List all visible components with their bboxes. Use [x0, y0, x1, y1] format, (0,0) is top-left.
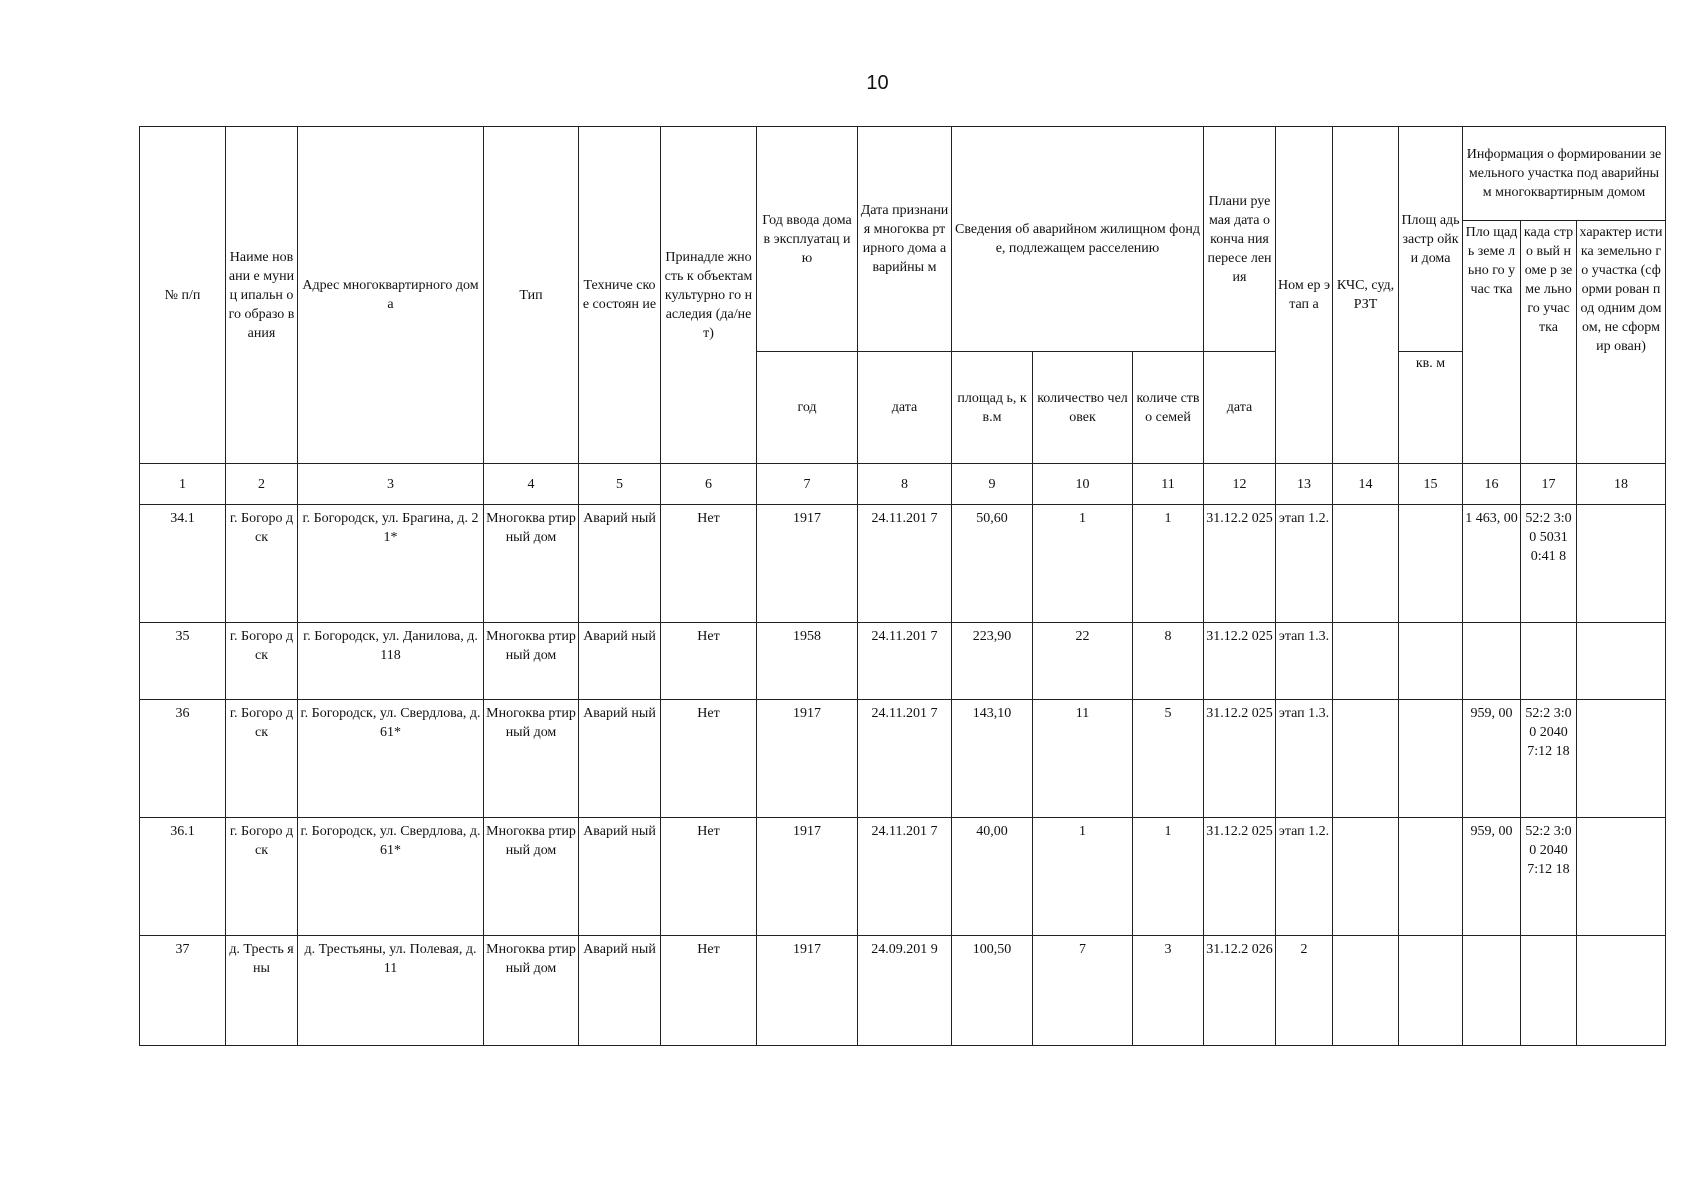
cell-stage: этап 1.2. [1276, 505, 1333, 623]
column-number: 16 [1463, 464, 1521, 505]
cell-land-characteristic [1577, 818, 1666, 936]
cell-cadastral-number [1521, 623, 1577, 700]
header-kchs: КЧС, суд, РЗТ [1333, 127, 1399, 464]
header-people-count: количество человек [1033, 352, 1133, 464]
cell-year: 1917 [757, 936, 858, 1046]
column-number: 15 [1399, 464, 1463, 505]
cell-building-area [1399, 818, 1463, 936]
cell-area: 223,90 [952, 623, 1033, 700]
cell-address: г. Богородск, ул. Свердлова, д. 61* [298, 700, 484, 818]
column-number: 4 [484, 464, 579, 505]
column-number: 12 [1204, 464, 1276, 505]
header-building-area: Площ адь застр ойки дома [1399, 127, 1463, 352]
cell-planned-end-date: 31.12.2 025 [1204, 623, 1276, 700]
cell-recognition-date: 24.11.201 7 [858, 818, 952, 936]
cell-land-area [1463, 623, 1521, 700]
column-number: 13 [1276, 464, 1333, 505]
header-group-emergency-fund: Сведения об аварийном жилищном фонде, подлежащем расселению [952, 127, 1204, 352]
cell-building-area [1399, 936, 1463, 1046]
header-recognition-date: Дата признани я многоква ртирного дома аварийны м [858, 127, 952, 352]
cell-address: д. Трестьяны, ул. Полевая, д. 11 [298, 936, 484, 1046]
column-number: 18 [1577, 464, 1666, 505]
cell-people-count: 22 [1033, 623, 1133, 700]
cell-land-area: 959, 00 [1463, 818, 1521, 936]
cell-heritage: Нет [661, 818, 757, 936]
cell-kchs [1333, 818, 1399, 936]
cell-kchs [1333, 700, 1399, 818]
cell-municipality: г. Богоро дск [226, 818, 298, 936]
cell-tech-state: Аварий ный [579, 700, 661, 818]
header-sub-year: год [757, 352, 858, 464]
cell-municipality: г. Богоро дск [226, 623, 298, 700]
cell-stage: этап 1.3. [1276, 700, 1333, 818]
cell-families-count: 1 [1133, 818, 1204, 936]
header-sub-sqm: кв. м [1399, 352, 1463, 464]
cell-recognition-date: 24.09.201 9 [858, 936, 952, 1046]
cell-municipality: г. Богоро дск [226, 700, 298, 818]
cell-municipality: д. Тресть яны [226, 936, 298, 1046]
page-number: 10 [866, 72, 889, 94]
cell-row-number: 36 [140, 700, 226, 818]
cell-land-area: 1 463, 00 [1463, 505, 1521, 623]
column-number: 9 [952, 464, 1033, 505]
cell-address: г. Богородск, ул. Свердлова, д. 61* [298, 818, 484, 936]
cell-planned-end-date: 31.12.2 025 [1204, 700, 1276, 818]
cell-building-area [1399, 700, 1463, 818]
cell-year: 1917 [757, 505, 858, 623]
cell-row-number: 34.1 [140, 505, 226, 623]
column-number: 3 [298, 464, 484, 505]
cell-families-count: 1 [1133, 505, 1204, 623]
cell-cadastral-number: 52:2 3:00 2040 7:12 18 [1521, 700, 1577, 818]
cell-people-count: 7 [1033, 936, 1133, 1046]
column-number: 7 [757, 464, 858, 505]
cell-row-number: 35 [140, 623, 226, 700]
cell-address: г. Богородск, ул. Данилова, д. 118 [298, 623, 484, 700]
cell-area: 50,60 [952, 505, 1033, 623]
header-sub-date: дата [858, 352, 952, 464]
cell-house-type: Многоква ртирный дом [484, 623, 579, 700]
cell-tech-state: Аварий ный [579, 818, 661, 936]
cell-tech-state: Аварий ный [579, 623, 661, 700]
header-sub-end-date: дата [1204, 352, 1276, 464]
header-stage-number: Ном ер этап а [1276, 127, 1333, 464]
cell-house-type: Многоква ртирный дом [484, 818, 579, 936]
cell-planned-end-date: 31.12.2 025 [1204, 505, 1276, 623]
cell-cadastral-number: 52:2 3:00 2040 7:12 18 [1521, 818, 1577, 936]
cell-kchs [1333, 623, 1399, 700]
cell-kchs [1333, 505, 1399, 623]
cell-tech-state: Аварий ный [579, 936, 661, 1046]
cell-area: 100,50 [952, 936, 1033, 1046]
header-heritage: Принадле жность к объектам культурно го наследия (да/нет) [661, 127, 757, 464]
cell-land-characteristic [1577, 936, 1666, 1046]
cell-year: 1917 [757, 818, 858, 936]
cell-stage: 2 [1276, 936, 1333, 1046]
cell-area: 143,10 [952, 700, 1033, 818]
cell-cadastral-number: 52:2 3:00 5031 0:41 8 [1521, 505, 1577, 623]
cell-heritage: Нет [661, 700, 757, 818]
cell-tech-state: Аварий ный [579, 505, 661, 623]
table-row [140, 936, 1666, 1046]
cell-recognition-date: 24.11.201 7 [858, 623, 952, 700]
header-land-area: Пло щадь земе льно го учас тка [1463, 221, 1521, 464]
cell-land-area [1463, 936, 1521, 1046]
cell-planned-end-date: 31.12.2 025 [1204, 818, 1276, 936]
cell-families-count: 5 [1133, 700, 1204, 818]
cell-house-type: Многоква ртирный дом [484, 700, 579, 818]
cell-row-number: 36.1 [140, 818, 226, 936]
cell-building-area [1399, 505, 1463, 623]
column-number: 14 [1333, 464, 1399, 505]
cell-year: 1958 [757, 623, 858, 700]
table-row [140, 818, 1666, 936]
table-row [140, 623, 1666, 700]
cell-recognition-date: 24.11.201 7 [858, 700, 952, 818]
cell-land-characteristic [1577, 505, 1666, 623]
cell-building-area [1399, 623, 1463, 700]
column-number: 1 [140, 464, 226, 505]
cell-land-area: 959, 00 [1463, 700, 1521, 818]
cell-land-characteristic [1577, 700, 1666, 818]
cell-kchs [1333, 936, 1399, 1046]
cell-municipality: г. Богоро дск [226, 505, 298, 623]
column-number: 11 [1133, 464, 1204, 505]
cell-stage: этап 1.2. [1276, 818, 1333, 936]
column-number: 8 [858, 464, 952, 505]
cell-house-type: Многоква ртирный дом [484, 505, 579, 623]
column-number: 17 [1521, 464, 1577, 505]
header-land-characteristic: характер истика земельно го участка (сформи рован под одним домом, не сформир ован) [1577, 221, 1666, 464]
header-number: № п/п [140, 127, 226, 464]
cell-area: 40,00 [952, 818, 1033, 936]
cell-heritage: Нет [661, 505, 757, 623]
cell-families-count: 8 [1133, 623, 1204, 700]
header-area: площад ь, кв.м [952, 352, 1033, 464]
table-row [140, 700, 1666, 818]
header-group-land-plot: Информация о формировании земельного участка под аварийным многоквартирным домом [1463, 127, 1666, 221]
cell-heritage: Нет [661, 936, 757, 1046]
cell-people-count: 1 [1033, 818, 1133, 936]
column-number: 10 [1033, 464, 1133, 505]
cell-stage: этап 1.3. [1276, 623, 1333, 700]
emergency-housing-table [139, 126, 1666, 1046]
header-planned-end-date: Плани руемая дата оконча ния пересе ления [1204, 127, 1276, 352]
cell-cadastral-number [1521, 936, 1577, 1046]
cell-year: 1917 [757, 700, 858, 818]
cell-planned-end-date: 31.12.2 026 [1204, 936, 1276, 1046]
header-cadastral-number: када стро вый номе р земе льно го учас тка [1521, 221, 1577, 464]
header-tech-state: Техниче ское состоян ие [579, 127, 661, 464]
cell-heritage: Нет [661, 623, 757, 700]
column-number: 5 [579, 464, 661, 505]
header-type: Тип [484, 127, 579, 464]
cell-address: г. Богородск, ул. Брагина, д. 21* [298, 505, 484, 623]
header-families-count: количе ство семей [1133, 352, 1204, 464]
header-municipality: Наиме новани е муниц ипальн ого образо вания [226, 127, 298, 464]
table-row [140, 505, 1666, 623]
cell-recognition-date: 24.11.201 7 [858, 505, 952, 623]
cell-row-number: 37 [140, 936, 226, 1046]
cell-people-count: 1 [1033, 505, 1133, 623]
column-number-row [140, 464, 1666, 505]
column-number: 2 [226, 464, 298, 505]
cell-land-characteristic [1577, 623, 1666, 700]
column-number: 6 [661, 464, 757, 505]
header-year: Год ввода дома в эксплуатац ию [757, 127, 858, 352]
cell-people-count: 11 [1033, 700, 1133, 818]
header-address: Адрес многоквартирного дома [298, 127, 484, 464]
cell-house-type: Многоква ртирный дом [484, 936, 579, 1046]
cell-families-count: 3 [1133, 936, 1204, 1046]
